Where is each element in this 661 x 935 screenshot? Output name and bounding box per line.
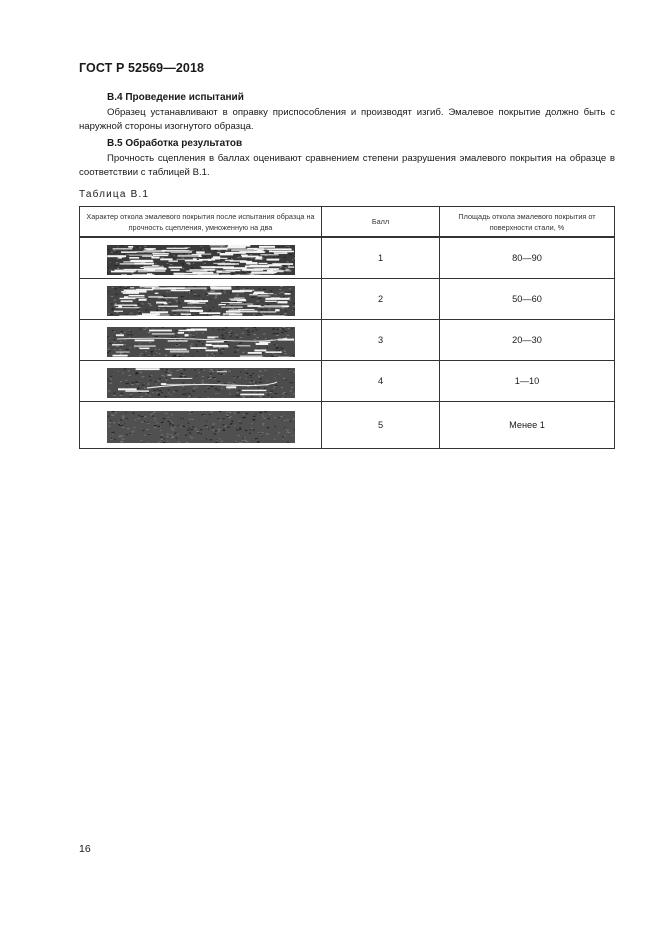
score-cell: 2 (322, 279, 440, 320)
surface-sample-image (107, 327, 295, 357)
table-row (80, 237, 615, 279)
table-row (80, 279, 615, 320)
section-b4-heading: В.4 Проведение испытаний (107, 92, 244, 103)
swatch-cell (80, 279, 322, 320)
swatch-cell (80, 402, 322, 449)
section-b5-text: Прочность сцепления в баллах оценивают сравнением степени разрушения эмалевого покрытия на образце в соответствии с таблицей В.1. (79, 153, 615, 178)
score-cell: 1 (322, 237, 440, 279)
table-row (80, 402, 615, 449)
adhesion-table (79, 206, 615, 449)
table-row (80, 320, 615, 361)
header-spall-area: Площадь откола эмалевого покрытия от поверхности стали, % (440, 207, 615, 238)
section-b4-text: Образец устанавливают в оправку приспособления и производят изгиб. Эмалевое покрытие должно быть с наружной стороны изогнутого образца. (79, 107, 615, 132)
swatch-cell (80, 361, 322, 402)
surface-sample-image (107, 368, 295, 398)
page-number: 16 (79, 843, 91, 855)
header-score: Балл (322, 207, 440, 238)
swatch-cell (80, 320, 322, 361)
surface-sample-image (107, 411, 295, 443)
surface-sample-image (107, 245, 295, 275)
area-cell: 1—10 (440, 361, 615, 402)
area-cell: 80—90 (440, 237, 615, 279)
score-cell: 5 (322, 402, 440, 449)
area-cell: Менее 1 (440, 402, 615, 449)
header-spall-character: Характер откола эмалевого покрытия после испытания образца на прочность сцепления, умноженную на два (80, 207, 322, 238)
table-header-row (80, 207, 615, 238)
standard-designation: ГОСТ Р 52569—2018 (79, 61, 205, 75)
area-cell: 50—60 (440, 279, 615, 320)
table-caption: Таблица В.1 (79, 189, 150, 200)
section-b5-heading: В.5 Обработка результатов (107, 138, 243, 149)
area-cell: 20—30 (440, 320, 615, 361)
score-cell: 4 (322, 361, 440, 402)
table-row (80, 361, 615, 402)
swatch-cell (80, 237, 322, 279)
score-cell: 3 (322, 320, 440, 361)
surface-sample-image (107, 286, 295, 316)
